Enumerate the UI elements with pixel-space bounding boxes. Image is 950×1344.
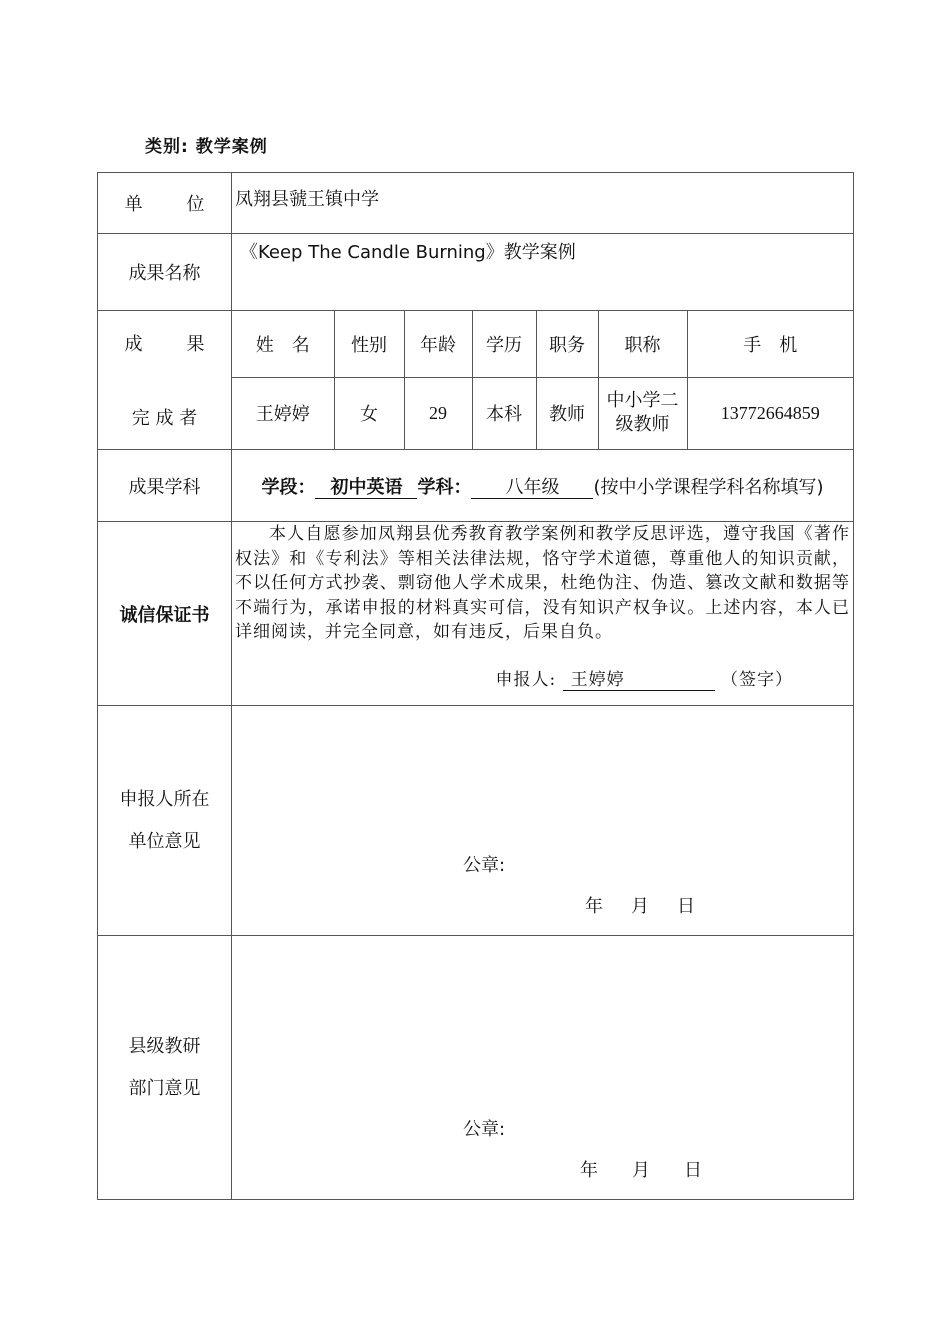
header-age: 年龄 [404,311,472,377]
unit-value: 凤翔县虢王镇中学 [232,173,854,234]
application-form [97,172,854,1200]
stage-value: 初中英语 [315,478,417,499]
value-phone: 13772664859 [687,377,853,449]
unit-opinion-day: 日 [677,896,695,917]
row-unit-opinion [98,706,854,936]
header-title: 职称 [598,311,687,377]
authors-grid-cell [232,311,854,450]
value-gender: 女 [334,377,404,449]
county-opinion-month: 月 [632,1160,650,1181]
subject-label: 成果学科 [98,450,232,522]
subject-field-label: 学科： [417,476,472,498]
county-opinion-label-line2: 部门意见 [128,1077,201,1099]
unit-label-a: 单 [124,194,143,215]
value-name: 王婷婷 [232,377,334,449]
county-opinion-cell [232,936,854,1200]
value-age: 29 [404,377,472,449]
authors-label-cell [98,311,232,450]
unit-opinion-month: 月 [631,896,649,917]
header-name: 姓 名 [232,311,334,377]
county-opinion-label-line1: 县级教研 [128,1035,201,1057]
unit-opinion-label-line1: 申报人所在 [119,788,210,810]
county-opinion-seal-label: 公章: [463,1119,506,1140]
county-opinion-date [580,1156,702,1182]
county-opinion-label-cell [98,936,232,1200]
value-position: 教师 [536,377,598,449]
title-value: 《Keep The Candle Burning》教学案例 [232,234,854,311]
row-authors [98,311,854,450]
county-opinion-year: 年 [580,1160,598,1181]
value-education: 本科 [472,377,536,449]
header-position: 职务 [536,311,598,377]
subject-note: (按中小学课程学科名称填写) [593,476,824,498]
row-subject [98,450,854,522]
signer-name: 王婷婷 [563,670,715,691]
unit-opinion-seal-label: 公章: [463,855,506,876]
authors-header-row [232,311,853,377]
document-category: 类别: 教学案例 [145,137,268,157]
title-label: 成果名称 [98,234,232,311]
sign-note: （签字） [721,669,793,690]
signer-label: 申报人: [495,669,557,690]
authors-value-row [232,377,853,449]
header-phone: 手 机 [687,311,853,377]
authors-grid [232,311,853,449]
county-opinion-day: 日 [684,1160,702,1181]
unit-opinion-label-line2: 单位意见 [128,830,201,852]
header-gender: 性别 [334,311,404,377]
row-county-opinion [98,936,854,1200]
unit-label-b: 位 [186,194,205,215]
subject-value-cell [232,450,854,522]
row-title [98,234,854,311]
authors-label-a2: 果 [186,334,205,355]
pledge-text: 本人自愿参加凤翔县优秀教育教学案例和教学反思评选，遵守我国《著作权法》和《专利法》等相关法律法规，恪守学术道德，尊重他人的知识贡献，不以任何方式抄袭、剽窃他人学术成果，杜绝伪注、伪造、篡改文献和数据等不端行为，承诺申报的材料真实可信，没有知识产权争议。上述内容，本人已详细阅读，并完全同意，如有违反，后果自负。 [235,524,850,642]
value-title: 中小学二级教师 [598,377,687,449]
pledge-signature-line [232,645,853,691]
stage-label: 学段： [261,476,316,498]
unit-opinion-label-cell [98,706,232,936]
row-unit [98,173,854,234]
authors-label-b: 完 成 者 [131,408,198,429]
unit-label-cell [98,173,232,234]
unit-opinion-date [585,892,695,918]
pledge-cell [232,522,854,706]
pledge-label: 诚信保证书 [98,522,232,706]
row-pledge [98,522,854,706]
unit-opinion-cell [232,706,854,936]
unit-opinion-year: 年 [585,896,603,917]
header-education: 学历 [472,311,536,377]
authors-label-a1: 成 [124,334,143,355]
subject-field-value: 八年级 [471,478,593,499]
